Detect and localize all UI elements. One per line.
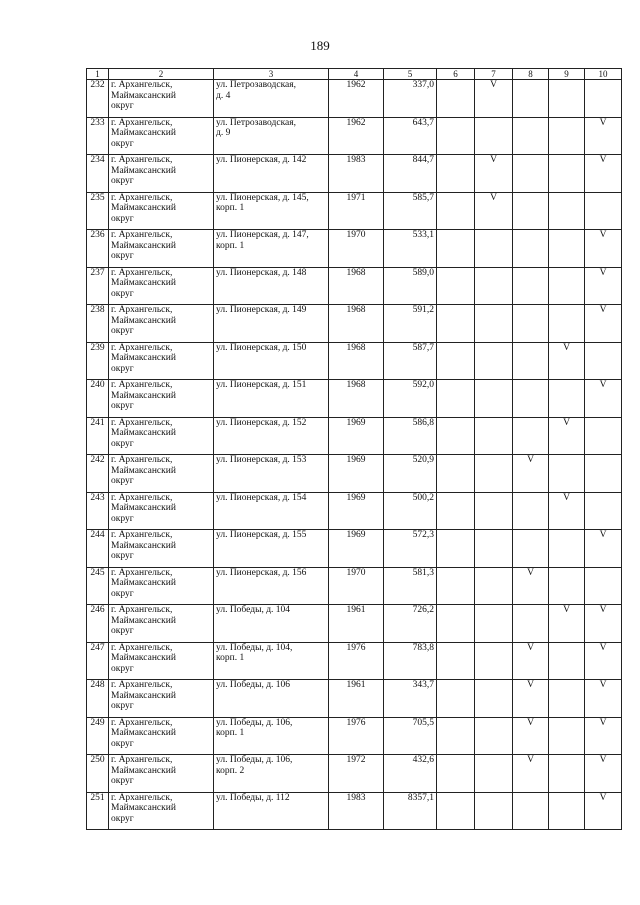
- row-number: 249: [87, 717, 109, 755]
- mark-cell-10: V: [585, 530, 622, 568]
- address-cell: ул. Победы, д. 106: [214, 680, 329, 718]
- year-cell: 1968: [329, 267, 384, 305]
- table-row: [87, 230, 622, 268]
- year-cell: 1968: [329, 305, 384, 343]
- mark-cell-7: [475, 605, 513, 643]
- mark-cell-10: V: [585, 605, 622, 643]
- mark-cell-8: [513, 492, 549, 530]
- area-cell: 587,7: [384, 342, 437, 380]
- mark-cell-7: [475, 455, 513, 493]
- mark-cell-9: V: [549, 605, 585, 643]
- location-cell: г. Архангельск, Маймаксанский округ: [109, 492, 214, 530]
- mark-cell-7: [475, 230, 513, 268]
- row-number: 240: [87, 380, 109, 418]
- column-number: 1: [87, 69, 109, 80]
- mark-cell-9: [549, 717, 585, 755]
- location-cell: г. Архангельск, Маймаксанский округ: [109, 680, 214, 718]
- area-cell: 589,0: [384, 267, 437, 305]
- area-cell: 432,6: [384, 755, 437, 793]
- row-number: 233: [87, 117, 109, 155]
- mark-cell-8: [513, 792, 549, 830]
- year-cell: 1969: [329, 530, 384, 568]
- row-number: 248: [87, 680, 109, 718]
- mark-cell-6: [437, 417, 475, 455]
- area-cell: 343,7: [384, 680, 437, 718]
- mark-cell-10: V: [585, 380, 622, 418]
- table-row: [87, 155, 622, 193]
- mark-cell-8: [513, 192, 549, 230]
- address-cell: ул. Пионерская, д. 148: [214, 267, 329, 305]
- mark-cell-8: [513, 117, 549, 155]
- mark-cell-9: [549, 792, 585, 830]
- year-cell: 1976: [329, 717, 384, 755]
- table-row: [87, 717, 622, 755]
- row-number: 251: [87, 792, 109, 830]
- address-cell: ул. Победы, д. 104: [214, 605, 329, 643]
- mark-cell-8: [513, 267, 549, 305]
- mark-cell-9: [549, 192, 585, 230]
- mark-cell-8: V: [513, 455, 549, 493]
- year-cell: 1970: [329, 567, 384, 605]
- address-cell: ул. Пионерская, д. 147, корп. 1: [214, 230, 329, 268]
- row-number: 241: [87, 417, 109, 455]
- mark-cell-7: [475, 567, 513, 605]
- column-number: 3: [214, 69, 329, 80]
- mark-cell-8: [513, 380, 549, 418]
- mark-cell-7: [475, 755, 513, 793]
- mark-cell-6: [437, 680, 475, 718]
- mark-cell-8: V: [513, 642, 549, 680]
- year-cell: 1961: [329, 680, 384, 718]
- mark-cell-9: [549, 155, 585, 193]
- year-cell: 1970: [329, 230, 384, 268]
- area-cell: 726,2: [384, 605, 437, 643]
- row-number: 237: [87, 267, 109, 305]
- location-cell: г. Архангельск, Маймаксанский округ: [109, 380, 214, 418]
- row-number: 250: [87, 755, 109, 793]
- location-cell: г. Архангельск, Маймаксанский округ: [109, 455, 214, 493]
- mark-cell-6: [437, 305, 475, 343]
- location-cell: г. Архангельск, Маймаксанский округ: [109, 717, 214, 755]
- row-number: 246: [87, 605, 109, 643]
- row-number: 235: [87, 192, 109, 230]
- mark-cell-8: V: [513, 717, 549, 755]
- year-cell: 1961: [329, 605, 384, 643]
- mark-cell-6: [437, 455, 475, 493]
- table-row: [87, 530, 622, 568]
- location-cell: г. Архангельск, Маймаксанский округ: [109, 117, 214, 155]
- mark-cell-9: V: [549, 342, 585, 380]
- location-cell: г. Архангельск, Маймаксанский округ: [109, 605, 214, 643]
- address-cell: ул. Пионерская, д. 149: [214, 305, 329, 343]
- mark-cell-7: [475, 792, 513, 830]
- row-number: 243: [87, 492, 109, 530]
- address-cell: ул. Пионерская, д. 151: [214, 380, 329, 418]
- mark-cell-6: [437, 155, 475, 193]
- mark-cell-10: V: [585, 792, 622, 830]
- area-cell: 533,1: [384, 230, 437, 268]
- table-row: [87, 567, 622, 605]
- column-number: 5: [384, 69, 437, 80]
- row-number: 242: [87, 455, 109, 493]
- mark-cell-8: V: [513, 680, 549, 718]
- year-cell: 1962: [329, 117, 384, 155]
- table-row: [87, 455, 622, 493]
- mark-cell-6: [437, 530, 475, 568]
- mark-cell-7: [475, 117, 513, 155]
- table-row: [87, 380, 622, 418]
- column-number: 6: [437, 69, 475, 80]
- location-cell: г. Архангельск, Маймаксанский округ: [109, 792, 214, 830]
- address-cell: ул. Пионерская, д. 153: [214, 455, 329, 493]
- column-number: 8: [513, 69, 549, 80]
- mark-cell-10: [585, 567, 622, 605]
- year-cell: 1962: [329, 80, 384, 118]
- area-cell: 592,0: [384, 380, 437, 418]
- mark-cell-7: V: [475, 80, 513, 118]
- mark-cell-10: [585, 417, 622, 455]
- table-row: [87, 267, 622, 305]
- mark-cell-9: [549, 642, 585, 680]
- address-cell: ул. Петрозаводская, д. 4: [214, 80, 329, 118]
- column-number: 4: [329, 69, 384, 80]
- mark-cell-7: [475, 267, 513, 305]
- mark-cell-9: [549, 380, 585, 418]
- table-row: [87, 642, 622, 680]
- address-cell: ул. Пионерская, д. 142: [214, 155, 329, 193]
- row-number: 238: [87, 305, 109, 343]
- table-row: [87, 755, 622, 793]
- mark-cell-10: V: [585, 642, 622, 680]
- location-cell: г. Архангельск, Маймаксанский округ: [109, 567, 214, 605]
- table-row: [87, 192, 622, 230]
- mark-cell-6: [437, 267, 475, 305]
- mark-cell-7: V: [475, 155, 513, 193]
- mark-cell-8: [513, 530, 549, 568]
- area-cell: 572,3: [384, 530, 437, 568]
- mark-cell-10: V: [585, 680, 622, 718]
- location-cell: г. Архангельск, Маймаксанский округ: [109, 267, 214, 305]
- address-cell: ул. Пионерская, д. 145, корп. 1: [214, 192, 329, 230]
- mark-cell-6: [437, 492, 475, 530]
- mark-cell-9: [549, 267, 585, 305]
- column-number: 9: [549, 69, 585, 80]
- mark-cell-8: V: [513, 755, 549, 793]
- column-number-row: [87, 69, 622, 80]
- mark-cell-6: [437, 380, 475, 418]
- location-cell: г. Архангельск, Маймаксанский округ: [109, 155, 214, 193]
- table-row: [87, 605, 622, 643]
- mark-cell-9: [549, 80, 585, 118]
- mark-cell-8: [513, 417, 549, 455]
- mark-cell-7: [475, 380, 513, 418]
- location-cell: г. Архангельск, Маймаксанский округ: [109, 530, 214, 568]
- mark-cell-8: [513, 80, 549, 118]
- mark-cell-6: [437, 192, 475, 230]
- area-cell: 783,8: [384, 642, 437, 680]
- location-cell: г. Архангельск, Маймаксанский округ: [109, 305, 214, 343]
- table-row: [87, 417, 622, 455]
- table-row: [87, 680, 622, 718]
- year-cell: 1976: [329, 642, 384, 680]
- location-cell: г. Архангельск, Маймаксанский округ: [109, 192, 214, 230]
- year-cell: 1983: [329, 792, 384, 830]
- mark-cell-9: [549, 117, 585, 155]
- column-number: 10: [585, 69, 622, 80]
- mark-cell-10: V: [585, 755, 622, 793]
- mark-cell-8: [513, 155, 549, 193]
- mark-cell-9: V: [549, 492, 585, 530]
- mark-cell-7: [475, 717, 513, 755]
- location-cell: г. Архангельск, Маймаксанский округ: [109, 642, 214, 680]
- location-cell: г. Архангельск, Маймаксанский округ: [109, 417, 214, 455]
- mark-cell-8: [513, 305, 549, 343]
- housing-register-table: [86, 68, 622, 830]
- mark-cell-6: [437, 792, 475, 830]
- mark-cell-9: [549, 530, 585, 568]
- location-cell: г. Архангельск, Маймаксанский округ: [109, 342, 214, 380]
- table-row: [87, 80, 622, 118]
- mark-cell-9: [549, 755, 585, 793]
- year-cell: 1969: [329, 492, 384, 530]
- area-cell: 586,8: [384, 417, 437, 455]
- row-number: 247: [87, 642, 109, 680]
- year-cell: 1972: [329, 755, 384, 793]
- mark-cell-6: [437, 230, 475, 268]
- mark-cell-10: [585, 192, 622, 230]
- row-number: 234: [87, 155, 109, 193]
- mark-cell-7: [475, 342, 513, 380]
- address-cell: ул. Петрозаводская, д. 9: [214, 117, 329, 155]
- address-cell: ул. Победы, д. 106, корп. 2: [214, 755, 329, 793]
- page-number: 189: [310, 38, 330, 53]
- column-number: 7: [475, 69, 513, 80]
- year-cell: 1983: [329, 155, 384, 193]
- area-cell: 844,7: [384, 155, 437, 193]
- mark-cell-10: [585, 80, 622, 118]
- mark-cell-10: [585, 492, 622, 530]
- mark-cell-8: [513, 230, 549, 268]
- year-cell: 1971: [329, 192, 384, 230]
- address-cell: ул. Победы, д. 106, корп. 1: [214, 717, 329, 755]
- mark-cell-7: [475, 642, 513, 680]
- table-row: [87, 792, 622, 830]
- table-row: [87, 492, 622, 530]
- mark-cell-9: [549, 230, 585, 268]
- mark-cell-7: [475, 305, 513, 343]
- year-cell: 1968: [329, 380, 384, 418]
- address-cell: ул. Пионерская, д. 152: [214, 417, 329, 455]
- mark-cell-7: [475, 680, 513, 718]
- mark-cell-6: [437, 80, 475, 118]
- location-cell: г. Архангельск, Маймаксанский округ: [109, 80, 214, 118]
- mark-cell-10: V: [585, 155, 622, 193]
- address-cell: ул. Победы, д. 104, корп. 1: [214, 642, 329, 680]
- mark-cell-9: [549, 567, 585, 605]
- table-row: [87, 305, 622, 343]
- mark-cell-10: V: [585, 305, 622, 343]
- mark-cell-9: [549, 305, 585, 343]
- mark-cell-10: V: [585, 230, 622, 268]
- mark-cell-10: V: [585, 267, 622, 305]
- mark-cell-10: V: [585, 717, 622, 755]
- mark-cell-8: [513, 342, 549, 380]
- area-cell: 520,9: [384, 455, 437, 493]
- year-cell: 1968: [329, 342, 384, 380]
- mark-cell-6: [437, 755, 475, 793]
- address-cell: ул. Пионерская, д. 150: [214, 342, 329, 380]
- mark-cell-8: V: [513, 567, 549, 605]
- area-cell: 337,0: [384, 80, 437, 118]
- mark-cell-6: [437, 642, 475, 680]
- mark-cell-7: [475, 530, 513, 568]
- area-cell: 643,7: [384, 117, 437, 155]
- area-cell: 705,5: [384, 717, 437, 755]
- mark-cell-10: [585, 455, 622, 493]
- area-cell: 591,2: [384, 305, 437, 343]
- year-cell: 1969: [329, 455, 384, 493]
- mark-cell-7: [475, 492, 513, 530]
- area-cell: 8357,1: [384, 792, 437, 830]
- row-number: 239: [87, 342, 109, 380]
- area-cell: 585,7: [384, 192, 437, 230]
- column-number: 2: [109, 69, 214, 80]
- address-cell: ул. Пионерская, д. 156: [214, 567, 329, 605]
- table-row: [87, 342, 622, 380]
- table-body: [87, 69, 622, 830]
- mark-cell-7: V: [475, 192, 513, 230]
- row-number: 244: [87, 530, 109, 568]
- area-cell: 500,2: [384, 492, 437, 530]
- row-number: 245: [87, 567, 109, 605]
- mark-cell-8: [513, 605, 549, 643]
- mark-cell-6: [437, 342, 475, 380]
- table-row: [87, 117, 622, 155]
- row-number: 232: [87, 80, 109, 118]
- address-cell: ул. Пионерская, д. 154: [214, 492, 329, 530]
- location-cell: г. Архангельск, Маймаксанский округ: [109, 755, 214, 793]
- mark-cell-6: [437, 717, 475, 755]
- mark-cell-6: [437, 117, 475, 155]
- address-cell: ул. Победы, д. 112: [214, 792, 329, 830]
- mark-cell-6: [437, 605, 475, 643]
- mark-cell-9: [549, 680, 585, 718]
- mark-cell-9: [549, 455, 585, 493]
- area-cell: 581,3: [384, 567, 437, 605]
- mark-cell-10: V: [585, 117, 622, 155]
- location-cell: г. Архангельск, Маймаксанский округ: [109, 230, 214, 268]
- year-cell: 1969: [329, 417, 384, 455]
- address-cell: ул. Пионерская, д. 155: [214, 530, 329, 568]
- mark-cell-6: [437, 567, 475, 605]
- mark-cell-9: V: [549, 417, 585, 455]
- row-number: 236: [87, 230, 109, 268]
- mark-cell-7: [475, 417, 513, 455]
- mark-cell-10: [585, 342, 622, 380]
